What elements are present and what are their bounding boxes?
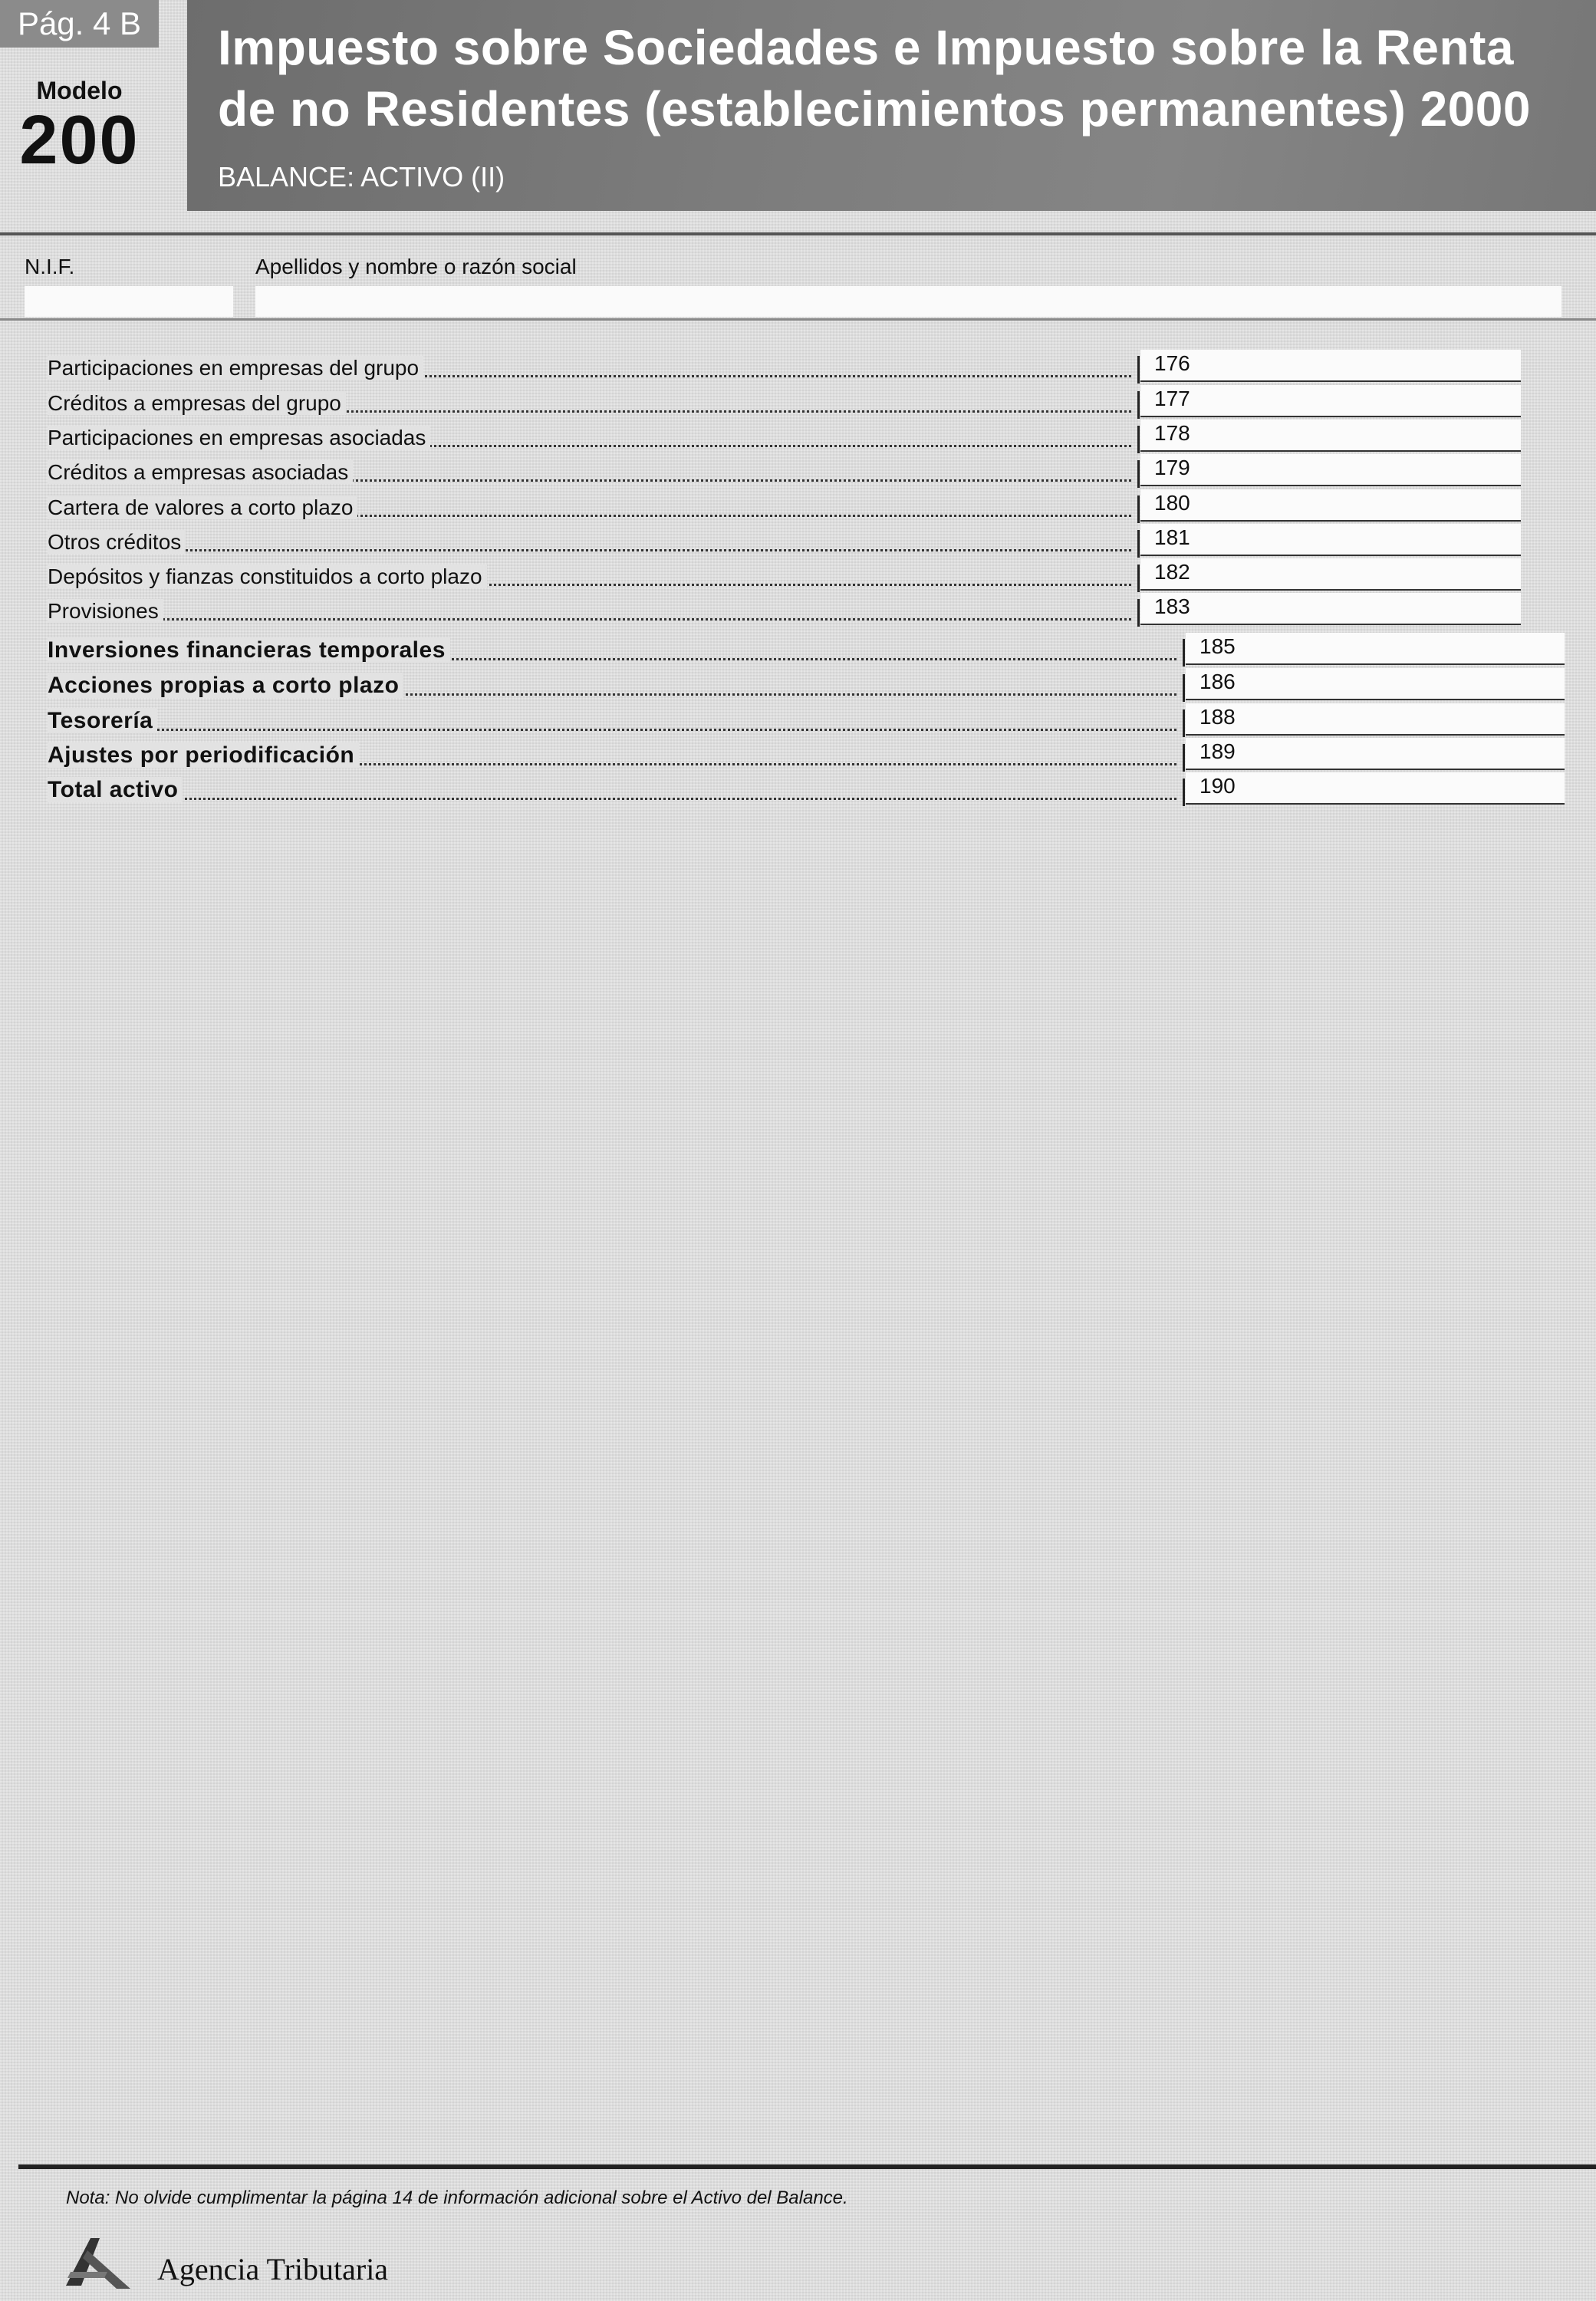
- row-label: Participaciones en empresas asociadas: [48, 426, 430, 449]
- header-divider: [0, 232, 1596, 235]
- box-code: 176: [1154, 351, 1190, 375]
- box-marker: [1137, 599, 1140, 627]
- amount-input[interactable]: [1186, 703, 1565, 736]
- amount-field-185[interactable]: [1183, 633, 1565, 667]
- modelo-label: Modelo: [36, 77, 123, 104]
- amount-field-176[interactable]: [1137, 350, 1521, 384]
- leader-dots: [48, 729, 1176, 731]
- amount-input[interactable]: [1140, 489, 1521, 522]
- name-field[interactable]: [255, 286, 1561, 317]
- modelo-block: [0, 77, 159, 179]
- box-marker: [1137, 391, 1140, 419]
- amount-field-177[interactable]: [1137, 385, 1521, 419]
- page-subtitle: BALANCE: ACTIVO (II): [218, 161, 505, 193]
- form-row: [48, 633, 1565, 667]
- amount-input[interactable]: [1186, 738, 1565, 770]
- agency-name: Agencia Tributaria: [157, 2252, 389, 2286]
- nif-label: N.I.F.: [25, 255, 75, 278]
- box-code: 178: [1154, 421, 1190, 445]
- footer-divider: [18, 2164, 1596, 2169]
- form-row: [48, 350, 1521, 384]
- form-row: [48, 489, 1521, 523]
- amount-input[interactable]: [1186, 772, 1565, 805]
- modelo-number: 200: [19, 102, 140, 179]
- row-label: Inversiones financieras temporales: [48, 637, 450, 663]
- form-row: [48, 385, 1521, 419]
- amount-input[interactable]: [1140, 524, 1521, 556]
- amount-input[interactable]: [1140, 593, 1521, 625]
- box-code: 177: [1154, 387, 1190, 410]
- box-marker: [1183, 779, 1185, 806]
- box-marker: [1137, 460, 1140, 488]
- row-label: Participaciones en empresas del grupo: [48, 356, 423, 380]
- box-marker: [1183, 639, 1185, 667]
- leader-dots: [48, 798, 1176, 800]
- row-label: Total activo: [48, 777, 183, 802]
- row-label: Ajustes por periodificación: [48, 742, 359, 768]
- row-label: Créditos a empresas del grupo: [48, 391, 346, 415]
- box-marker: [1183, 709, 1185, 737]
- form-row: [48, 703, 1565, 737]
- name-label: Apellidos y nombre o razón social: [255, 255, 577, 278]
- identification-section: [0, 244, 1596, 322]
- identification-divider: [0, 318, 1596, 321]
- leader-dots: [48, 549, 1131, 551]
- box-marker: [1137, 530, 1140, 558]
- form-row: [48, 738, 1565, 772]
- box-code: 189: [1199, 739, 1236, 763]
- leader-dots: [48, 618, 1131, 621]
- amount-input[interactable]: [1186, 633, 1565, 665]
- form-row: [48, 668, 1565, 702]
- row-label: Tesorería: [48, 708, 157, 733]
- amount-field-179[interactable]: [1137, 454, 1521, 488]
- amount-input[interactable]: [1186, 668, 1565, 700]
- page-number-badge: Pág. 4 B: [0, 0, 159, 48]
- title-banner: [187, 0, 1596, 211]
- nif-field[interactable]: [25, 286, 233, 317]
- box-code: 182: [1154, 560, 1190, 584]
- row-label: Cartera de valores a corto plazo: [48, 495, 357, 519]
- amount-field-183[interactable]: [1137, 593, 1521, 627]
- amount-field-181[interactable]: [1137, 524, 1521, 558]
- box-code: 179: [1154, 456, 1190, 479]
- box-marker: [1137, 495, 1140, 523]
- amount-input[interactable]: [1140, 385, 1521, 417]
- footer-note: Nota: No olvide cumplimentar la página 14 de información adicional sobre el Activo del Balance.: [66, 2187, 848, 2208]
- form-row: [48, 524, 1521, 558]
- box-marker: [1183, 744, 1185, 772]
- box-code: 186: [1199, 670, 1236, 693]
- box-code: 185: [1199, 634, 1236, 658]
- box-code: 190: [1199, 774, 1236, 798]
- amount-field-189[interactable]: [1183, 738, 1565, 772]
- amount-field-182[interactable]: [1137, 558, 1521, 592]
- form-row: [48, 558, 1521, 592]
- row-label: Acciones propias a corto plazo: [48, 673, 403, 698]
- amount-field-188[interactable]: [1183, 703, 1565, 737]
- form-row: [48, 420, 1521, 453]
- box-marker: [1137, 565, 1140, 592]
- form-row: [48, 454, 1521, 488]
- box-code: 181: [1154, 525, 1190, 549]
- amount-input[interactable]: [1140, 454, 1521, 486]
- form-row: [48, 772, 1565, 806]
- amount-field-186[interactable]: [1183, 668, 1565, 702]
- amount-input[interactable]: [1140, 350, 1521, 382]
- row-label: Provisiones: [48, 599, 163, 623]
- form-row: [48, 593, 1521, 627]
- page-title: Impuesto sobre Sociedades e Impuesto sobre la Renta de no Residentes (establecimientos permanentes) 2000: [218, 20, 1531, 137]
- box-code: 183: [1154, 594, 1190, 618]
- row-label: Créditos a empresas asociadas: [48, 460, 353, 484]
- box-marker: [1137, 426, 1140, 453]
- amount-input[interactable]: [1140, 558, 1521, 591]
- box-code: 180: [1154, 491, 1190, 515]
- box-marker: [1137, 356, 1140, 384]
- amount-field-180[interactable]: [1137, 489, 1521, 523]
- agencia-tributaria-logo-icon: [60, 2232, 137, 2293]
- amount-field-190[interactable]: [1183, 772, 1565, 806]
- row-label: Depósitos y fianzas constituidos a corto plazo: [48, 565, 487, 588]
- box-code: 188: [1199, 705, 1236, 729]
- amount-field-178[interactable]: [1137, 420, 1521, 453]
- amount-input[interactable]: [1140, 420, 1521, 452]
- row-label: Otros créditos: [48, 530, 186, 554]
- box-marker: [1183, 674, 1185, 702]
